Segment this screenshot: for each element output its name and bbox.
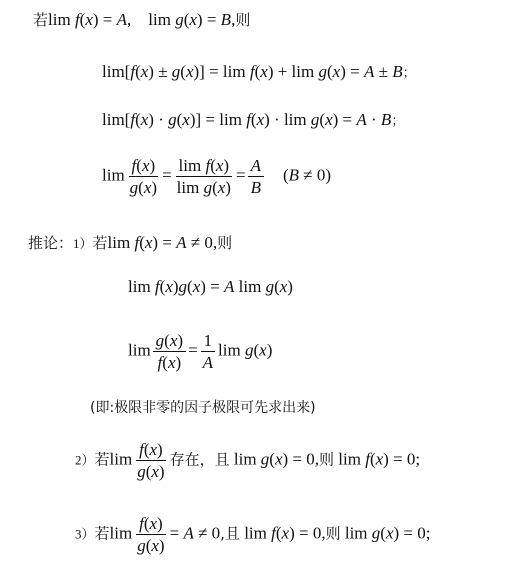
corollary-1-product: lim f(x)g(x) = A lim g(x) bbox=[128, 277, 293, 296]
ze-text-4: 则 bbox=[325, 524, 341, 543]
corollary-1-quotient: lim $\frac{g(x)}{f(x)}$ = $\frac{1}{A}$ lim g(x) bbox=[128, 331, 273, 372]
ruo-text-3: 若 bbox=[94, 450, 110, 469]
ruo-text: 若 bbox=[33, 11, 49, 29]
corollary-1: 推论：1）若lim f(x) = A ≠ 0,则 bbox=[28, 233, 233, 252]
qie-text: 且 bbox=[214, 450, 230, 469]
qie-comma-text: ,且 bbox=[220, 524, 240, 543]
ruo-text-2: 若 bbox=[92, 234, 108, 252]
ze-text-2: 则 bbox=[217, 234, 233, 252]
fraction-a-over-b: $\frac{A}{B}$ bbox=[248, 156, 264, 197]
note-text: (即:极限非零的因子极限可先求出来) bbox=[90, 400, 316, 416]
number-2: 2） bbox=[75, 452, 95, 468]
ze-text-3: 则 bbox=[319, 450, 335, 469]
fraction-f-over-g: $\frac{f(x)}{g(x)}$ bbox=[129, 156, 158, 197]
ruo-text-4: 若 bbox=[94, 524, 110, 543]
fraction-1-over-a: $\frac{1}{A}$ bbox=[200, 331, 216, 372]
number-1: 1） bbox=[73, 236, 93, 251]
quotient-rule: lim $\frac{f(x)}{g(x)}$ = $\frac{\text{lim f(x)}}{\text{lim g(x)}}$ = $\frac{A}{B}$ (B ≠ 0) bbox=[102, 156, 332, 197]
fraction-f-over-g-3: $\frac{f(x)}{g(x)}$ bbox=[137, 514, 165, 555]
tuilun-text: 推论： bbox=[28, 234, 74, 252]
number-3: 3） bbox=[75, 526, 95, 542]
corollary-3: 3）若lim $\frac{f(x)}{g(x)}$ = A ≠ 0,且 lim f(x) = 0,则 lim g(x) = 0; bbox=[75, 514, 431, 555]
cunzai-text: 存在， bbox=[169, 450, 215, 469]
premise-line: 若lim f(x) = A, lim g(x) = B,则 bbox=[33, 10, 251, 29]
product-rule: lim[f(x) · g(x)] = lim f(x) · lim g(x) = A · B； bbox=[102, 110, 405, 129]
sum-rule: lim[f(x) ± g(x)] = lim f(x) + lim g(x) = A ± B； bbox=[102, 62, 416, 81]
fraction-limf-over-limg: $\frac{\text{lim f(x)}}{\text{lim g(x)}}$ bbox=[176, 156, 231, 197]
fraction-g-over-f: $\frac{g(x)}{f(x)}$ bbox=[153, 331, 186, 372]
corollary-2: 2）若lim $\frac{f(x)}{g(x)}$ 存在，且 lim g(x) = 0,则 lim f(x) = 0; bbox=[75, 440, 421, 481]
ze-text: 则 bbox=[235, 11, 251, 29]
fraction-f-over-g-2: $\frac{f(x)}{g(x)}$ bbox=[137, 440, 165, 481]
